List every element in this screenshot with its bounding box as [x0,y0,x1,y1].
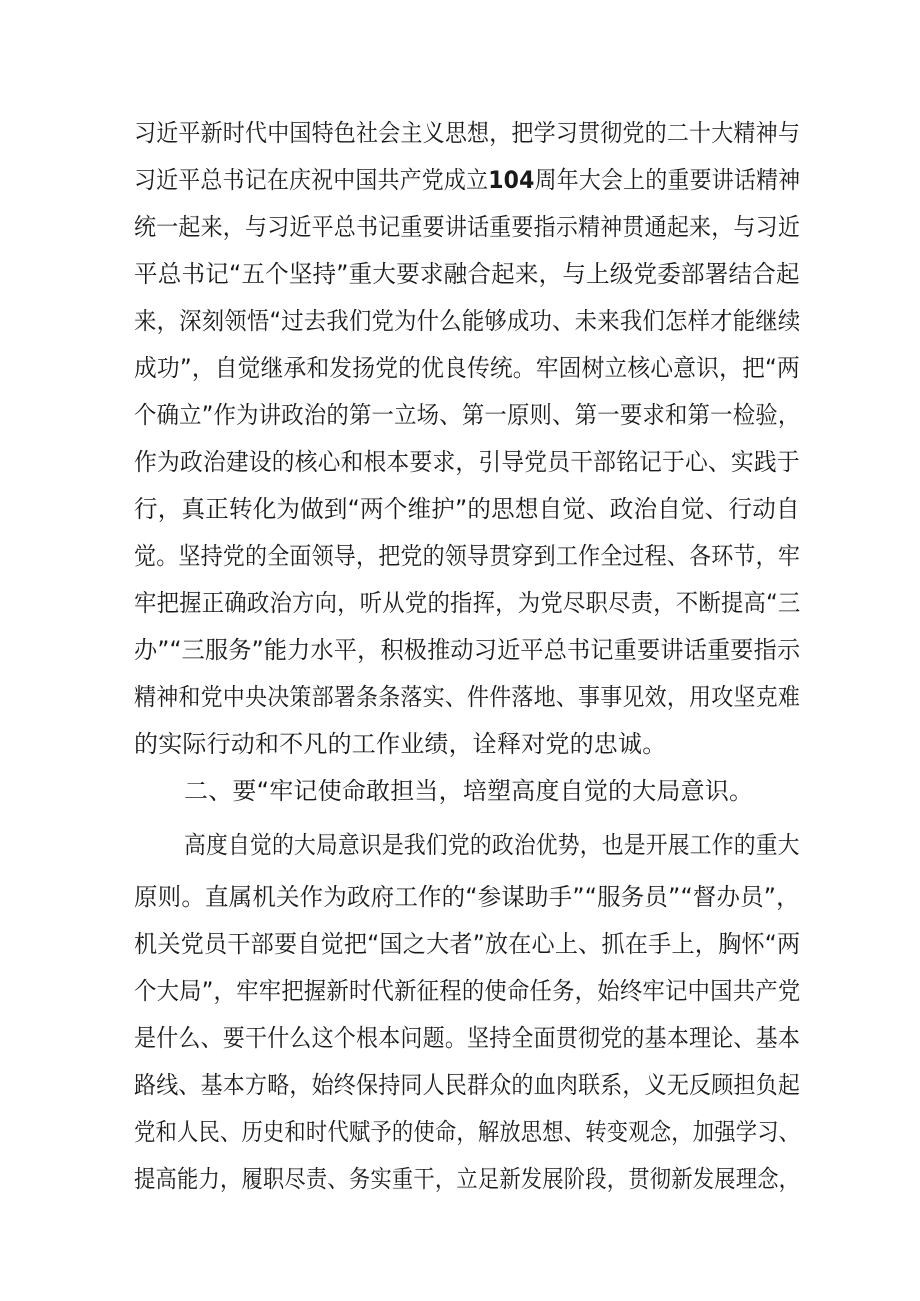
text-line: 觉。坚持党的全面领导，把党的领导贯穿到工作全过程、各环节，牢 [134,542,801,570]
bold-number: 104 [488,166,535,194]
text-line: 的实际行动和不凡的工作业绩，诠释对党的忠诚。 [134,730,667,758]
text-line: 办”“三服务”能力水平，积极推动习近平总书记重要讲话重要指示 [134,636,801,664]
text-line: 个确立”作为讲政治的第一立场、第一原则、第一要求和第一检验， [134,401,801,429]
text-line: 路线、基本方略，始终保持同人民群众的血肉联系，义无反顾担负起 [134,1071,801,1099]
text-line: 来，深刻领悟“过去我们党为什么能够成功、未来我们怎样才能继续 [134,307,801,335]
text-line: 个大局”，牢牢把握新时代新征程的使命任务，始终牢记中国共产党 [134,977,801,1005]
text-line: 原则。直属机关作为政府工作的“参谋助手”“服务员”“督办员”， [134,883,800,911]
text-line: 成功”，自觉继承和发扬党的优良传统。牢固树立核心意识，把“两 [134,354,800,382]
text-line: 提高能力，履职尽责、务实重干，立足新发展阶段，贯彻新发展理念， [134,1165,801,1193]
text-line: 习近平总书记在庆祝中国共产党成立104周年大会上的重要讲话精神 [134,166,801,194]
text-line: 平总书记“五个坚持”重大要求融合起来，与上级党委部署结合起 [134,260,800,288]
section-heading: 二、要“牢记使命敢担当，培塑高度自觉的大局意识。 [184,777,754,805]
text-line: 统一起来，与习近平总书记重要讲话重要指示精神贯通起来，与习近 [134,213,801,241]
text-line: 机关党员干部要自觉把“国之大者”放在心上、抓在手上，胸怀“两 [134,930,801,958]
text-line: 是什么、要干什么这个根本问题。坚持全面贯彻党的基本理论、基本 [134,1024,801,1052]
text-line: 牢把握正确政治方向，听从党的指挥，为党尽职尽责，不断提高“三 [134,589,801,617]
text-line: 党和人民、历史和时代赋予的使命，解放思想、转变观念，加强学习、 [134,1118,801,1146]
text-line: 精神和党中央决策部署条条落实、件件落地、事事见效，用攻坚克难 [134,683,801,711]
text-line: 习近平新时代中国特色社会主义思想，把学习贯彻党的二十大精神与 [134,119,801,147]
text-line: 行，真正转化为做到“两个维护”的思想自觉、政治自觉、行动自 [134,495,800,523]
text-line: 作为政治建设的核心和根本要求，引导党员干部铭记于心、实践于 [134,448,800,476]
text-line: 高度自觉的大局意识是我们党的政治优势，也是开展工作的重大 [184,831,800,859]
